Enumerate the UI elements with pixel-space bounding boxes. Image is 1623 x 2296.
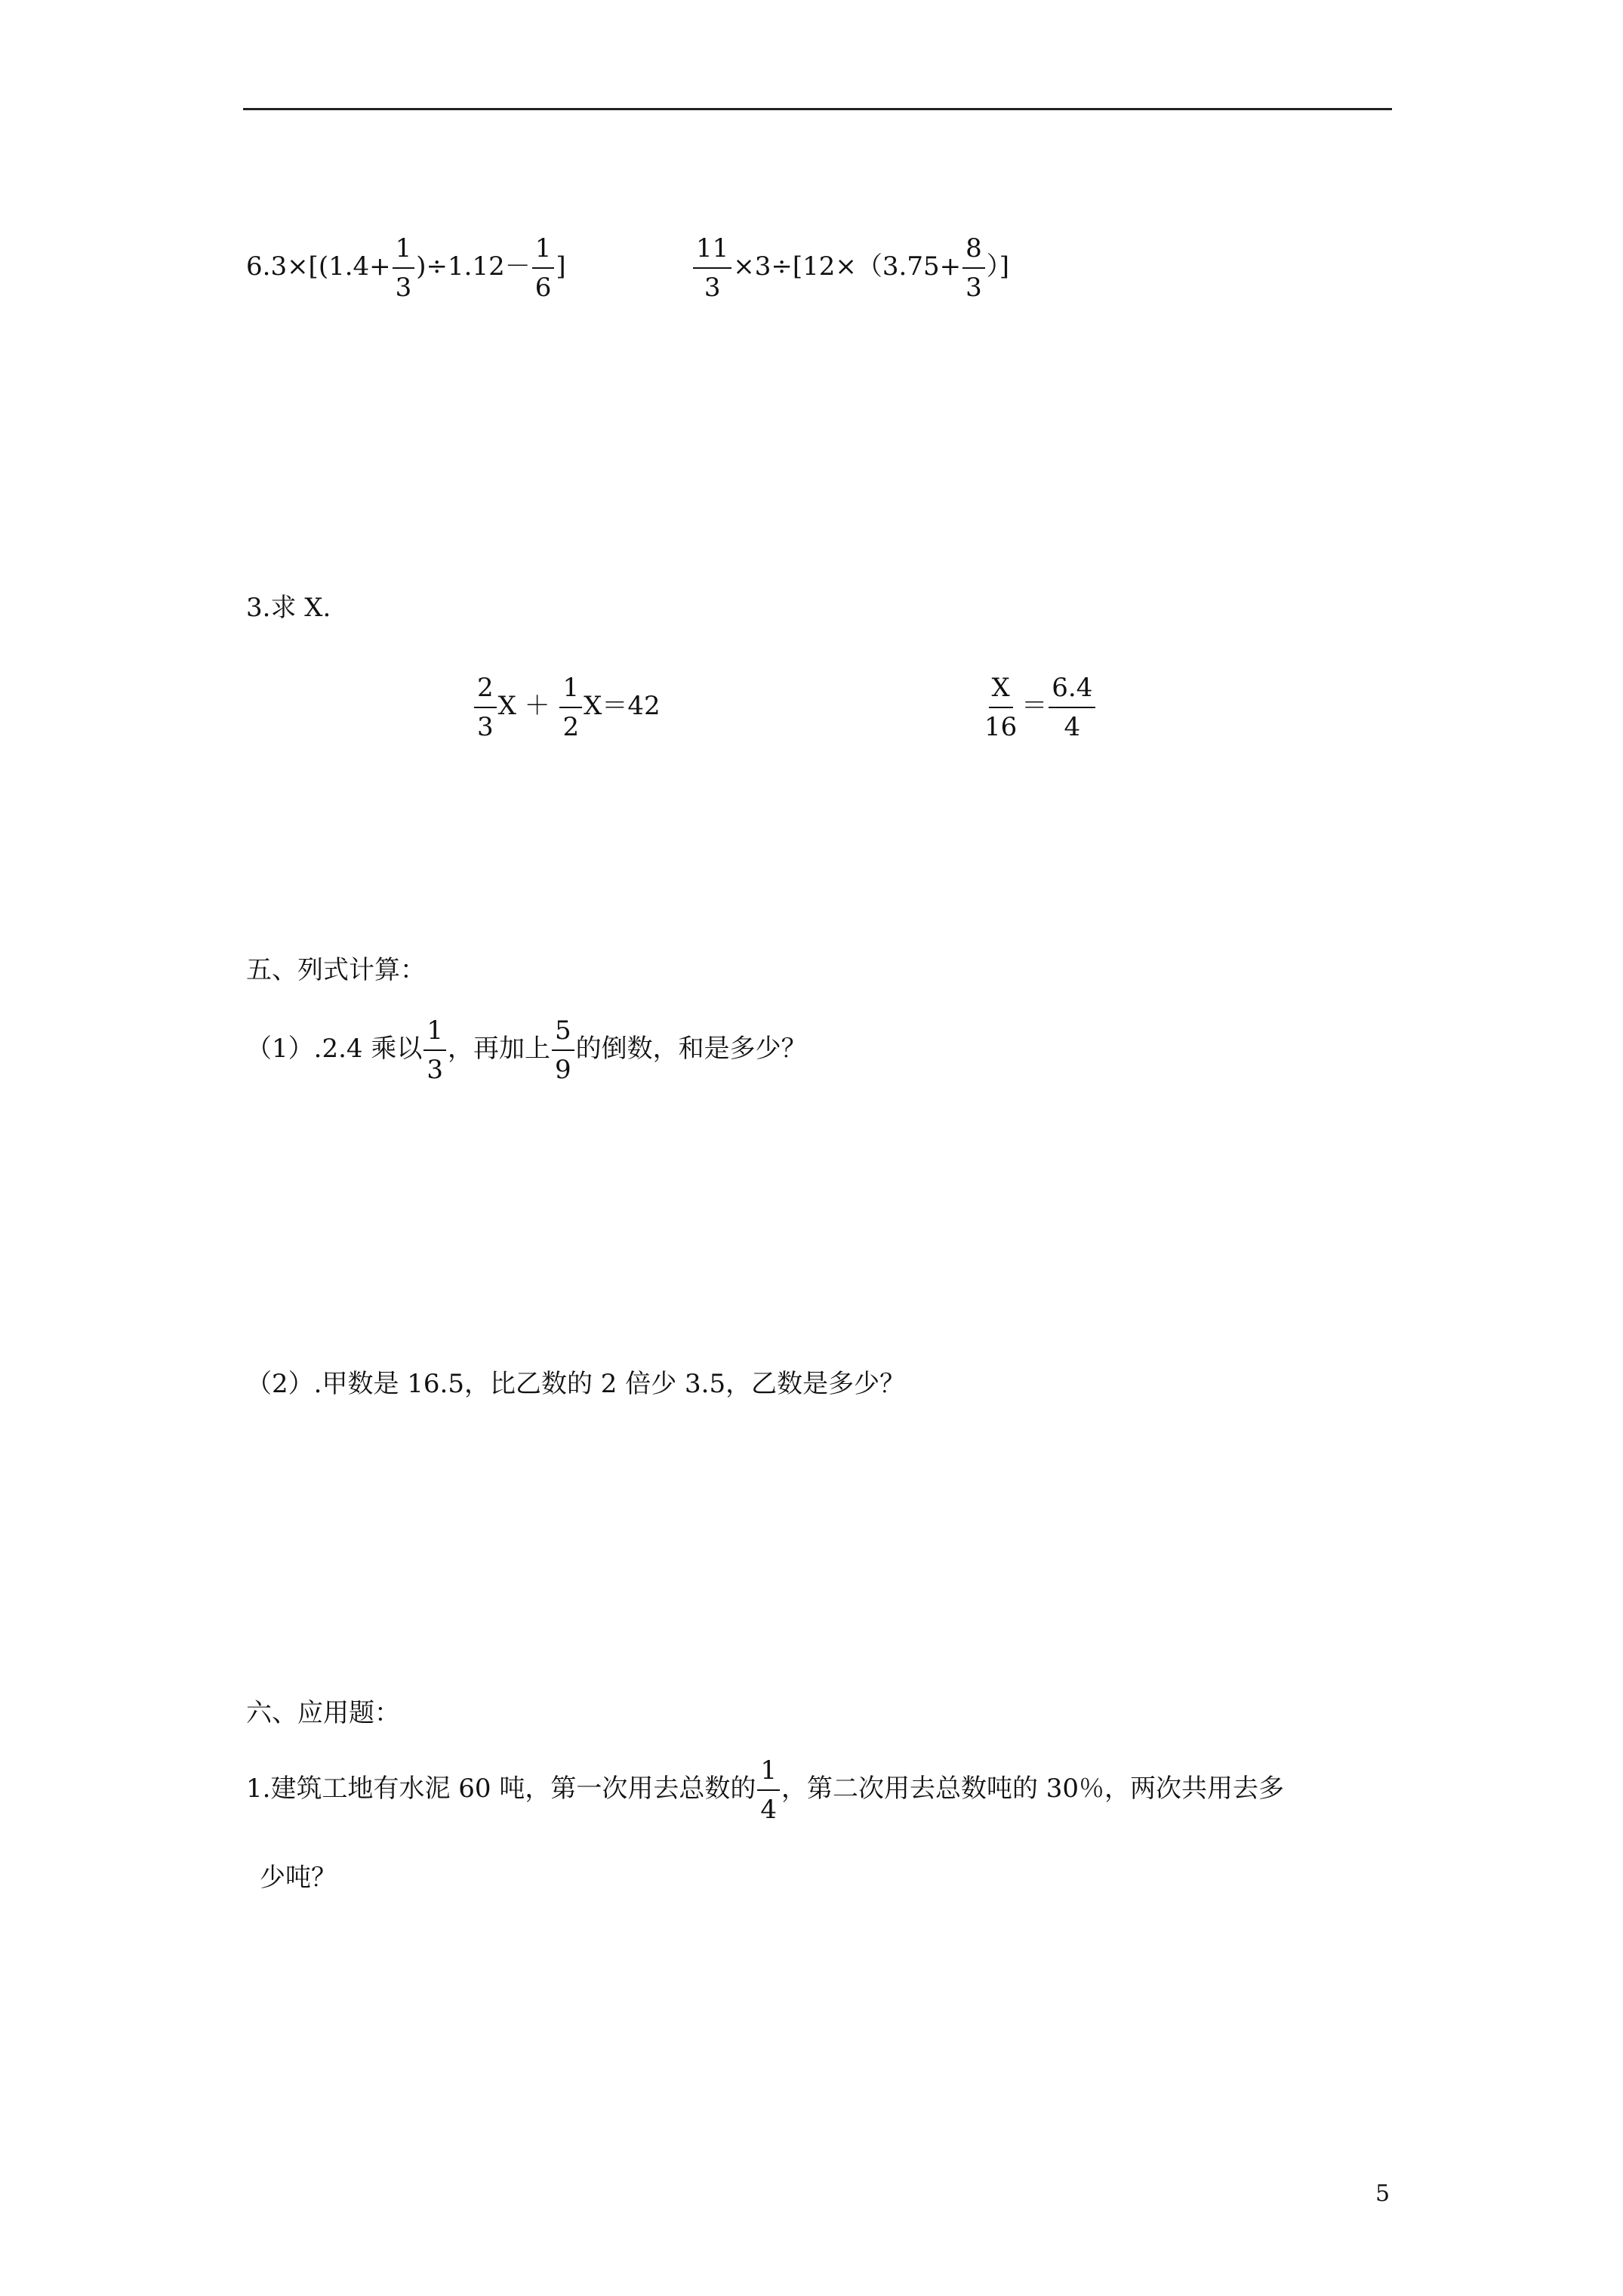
fraction-one-half: $\frac{1}{2}$ bbox=[559, 675, 582, 740]
eq1-part-a: X ＋ bbox=[497, 691, 559, 721]
fraction-eleven-thirds: $\frac{11}{3}$ bbox=[693, 236, 731, 300]
expression-1 bbox=[246, 233, 566, 303]
section-5-title: 五、列式计算： bbox=[246, 955, 426, 985]
expr1-part-a: 6.3×[(1.4+ bbox=[246, 251, 391, 282]
fraction-6-4-over-4: $\frac{6.4}{4}$ bbox=[1049, 675, 1095, 740]
expr1-part-b: )÷1.12－ bbox=[416, 251, 531, 282]
expression-2 bbox=[691, 233, 1009, 303]
problem-1-part-c: 的倒数，和是多少？ bbox=[575, 1034, 807, 1064]
application-1-part-a: 1.建筑工地有水泥 60 吨，第一次用去总数的 bbox=[246, 1774, 756, 1804]
eq1-part-b: X＝42 bbox=[584, 691, 661, 721]
problem-2: （2）.甲数是 16.5，比乙数的 2 倍少 3.5，乙数是多少？ bbox=[246, 1369, 906, 1399]
equation-1 bbox=[473, 675, 661, 740]
problem-1-part-b: ，再加上 bbox=[447, 1034, 550, 1064]
application-1-line-2: 少吨？ bbox=[260, 1863, 337, 1893]
fraction-one-third: $\frac{1}{3}$ bbox=[393, 236, 415, 300]
expr1-part-c: ] bbox=[556, 251, 566, 282]
expr2-part-a: ×3÷[12×（3.75+ bbox=[733, 251, 962, 282]
application-1-part-b: ，第二次用去总数吨的 30％，两次共用去多 bbox=[781, 1774, 1285, 1804]
fraction-one-quarter: $\frac{1}{4}$ bbox=[757, 1758, 780, 1823]
application-1 bbox=[246, 1755, 1285, 1825]
fraction-two-thirds: $\frac{2}{3}$ bbox=[474, 675, 497, 740]
fraction-five-ninths: $\frac{5}{9}$ bbox=[552, 1018, 574, 1083]
equation-2 bbox=[980, 675, 1097, 740]
fraction-one-third-b: $\frac{1}{3}$ bbox=[423, 1018, 446, 1083]
header-rule bbox=[243, 108, 1392, 110]
eq2-equals: ＝ bbox=[1021, 691, 1048, 721]
section-6-title: 六、应用题： bbox=[246, 1698, 400, 1728]
expr2-part-b: ）] bbox=[986, 251, 1009, 282]
fraction-x-over-16: $\frac{X}{16}$ bbox=[984, 673, 1018, 742]
problem-1 bbox=[246, 1015, 807, 1085]
page-number: 5 bbox=[1375, 2180, 1390, 2207]
fraction-eight-thirds: $\frac{8}{3}$ bbox=[962, 236, 985, 300]
fraction-one-sixth: $\frac{1}{6}$ bbox=[532, 236, 555, 300]
problem-1-part-a: （1）.2.4 乘以 bbox=[246, 1034, 423, 1064]
question-3-label: 3.求 X. bbox=[246, 593, 331, 623]
